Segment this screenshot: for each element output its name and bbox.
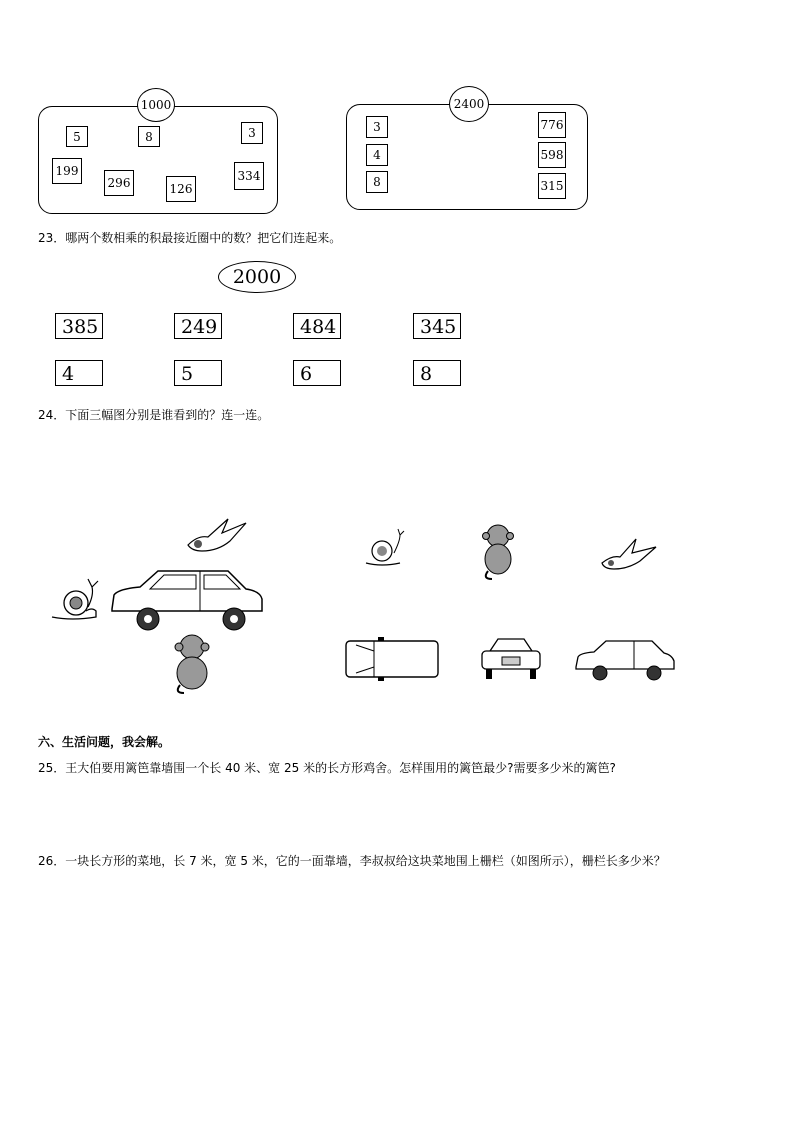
target-ellipse: 2000	[218, 261, 296, 293]
car-side-icon	[576, 641, 674, 680]
number-box[interactable]: 5	[174, 360, 222, 386]
target-circle: 1000	[137, 88, 175, 122]
number-box[interactable]: 8	[366, 171, 388, 193]
section-heading: 六、生活问题，我会解。	[38, 735, 171, 749]
number-box[interactable]: 4	[55, 360, 103, 386]
number-box[interactable]: 334	[234, 162, 264, 190]
number-box[interactable]: 8	[413, 360, 461, 386]
number-box[interactable]: 296	[104, 170, 134, 196]
number-box[interactable]: 5	[66, 126, 88, 147]
number-box[interactable]: 4	[366, 144, 388, 166]
snail-icon	[366, 529, 404, 565]
snail-icon	[52, 579, 98, 619]
number-box[interactable]: 199	[52, 158, 82, 184]
car-side-icon	[112, 571, 262, 630]
question-26: 26．一块长方形的菜地，长 7 米，宽 5 米，它的一面靠墙，李叔叔给这块菜地围上栅栏（如图所示），栅栏长多少米？	[38, 854, 666, 868]
bird-icon	[188, 519, 246, 551]
car-front-icon	[482, 639, 540, 679]
number-box[interactable]: 598	[538, 142, 566, 168]
bird-icon	[602, 539, 656, 569]
scene-illustration	[38, 505, 278, 700]
question-23: 23．哪两个数相乘的积最接近圈中的数？把它们连起来。	[38, 231, 342, 245]
number-box[interactable]: 249	[174, 313, 222, 339]
number-box[interactable]: 776	[538, 112, 566, 138]
monkey-back-icon	[483, 525, 514, 579]
number-box[interactable]: 8	[138, 126, 160, 147]
number-box[interactable]: 385	[55, 313, 103, 339]
number-box[interactable]: 345	[413, 313, 461, 339]
number-box[interactable]: 484	[293, 313, 341, 339]
monkey-back-icon	[175, 635, 209, 693]
number-box[interactable]: 126	[166, 176, 196, 202]
question-25: 25．王大伯要用篱笆靠墙围一个长 40 米、宽 25 米的长方形鸡舍。怎样围用的篱笆最少?需要多少米的篱笆?	[38, 761, 616, 775]
target-circle: 2400	[449, 86, 489, 122]
car-top-icon	[346, 637, 438, 681]
views-illustration	[340, 525, 680, 690]
number-box[interactable]: 315	[538, 173, 566, 199]
number-box[interactable]: 6	[293, 360, 341, 386]
number-box[interactable]: 3	[366, 116, 388, 138]
question-24: 24．下面三幅图分别是谁看到的？连一连。	[38, 408, 270, 422]
number-box[interactable]: 3	[241, 122, 263, 144]
